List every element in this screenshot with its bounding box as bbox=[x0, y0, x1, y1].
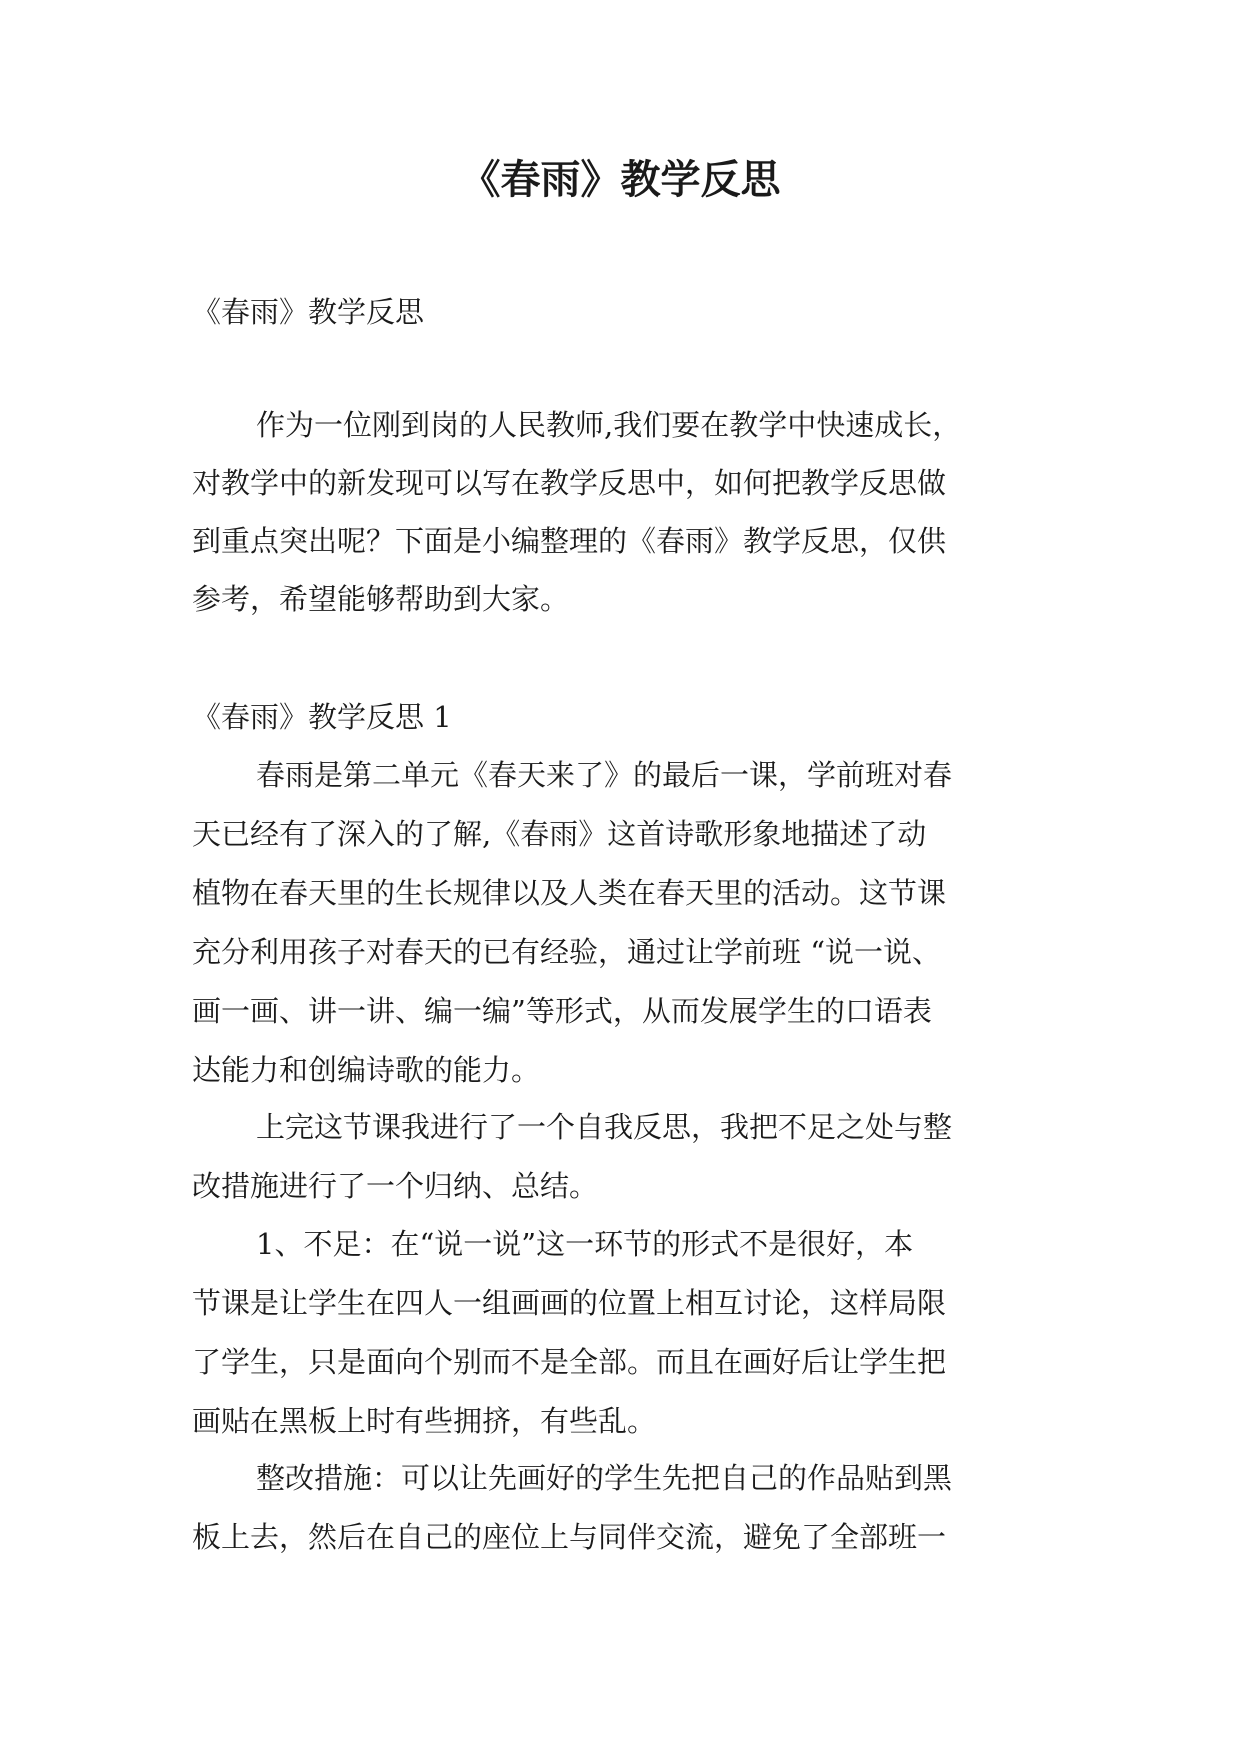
section-heading-block bbox=[192, 697, 1054, 737]
text-line: 节课是让学生在四人一组画画的位置上相互讨论，这样局限 bbox=[192, 1286, 947, 1320]
text-line: 参考，希望能够帮助到大家。 bbox=[192, 582, 570, 616]
text-line: 春雨是第二单元《春天来了》的最后一课，学前班对春 bbox=[256, 758, 953, 792]
paragraph-2 bbox=[192, 1107, 1054, 1206]
paragraph-4 bbox=[192, 1458, 1054, 1557]
text-line: 整改措施：可以让先画好的学生先把自己的作品贴到黑 bbox=[256, 1461, 953, 1495]
document-subtitle: 《春雨》教学反思 bbox=[192, 295, 425, 329]
intro-paragraph bbox=[192, 405, 1054, 619]
text-line: 充分利用孩子对春天的已有经验，通过让学前班 “说一说、 bbox=[192, 935, 942, 969]
document-title: 《春雨》教学反思 bbox=[460, 157, 781, 203]
text-line: 到重点突出呢？下面是小编整理的《春雨》教学反思，仅供 bbox=[192, 524, 947, 558]
text-line: 1、不足：在“说一说”这一环节的形式不是很好，本 bbox=[256, 1227, 914, 1261]
text-line: 作为一位刚到岗的人民教师,我们要在教学中快速成长， bbox=[256, 408, 962, 442]
text-line: 画贴在黑板上时有些拥挤，有些乱。 bbox=[192, 1404, 657, 1438]
text-line: 植物在春天里的生长规律以及人类在春天里的活动。这节课 bbox=[192, 876, 947, 910]
document-subtitle-block bbox=[192, 292, 1054, 332]
paragraph-1 bbox=[192, 755, 1054, 1090]
text-line: 天已经有了深入的了解,《春雨》这首诗歌形象地描述了动 bbox=[192, 817, 927, 851]
text-line: 上完这节课我进行了一个自我反思，我把不足之处与整 bbox=[256, 1110, 953, 1144]
section-heading: 《春雨》教学反思 1 bbox=[192, 700, 452, 734]
text-line: 了学生，只是面向个别而不是全部。而且在画好后让学生把 bbox=[192, 1345, 947, 1379]
text-line: 达能力和创编诗歌的能力。 bbox=[192, 1053, 541, 1087]
text-line: 画一画、讲一讲、编一编”等形式，从而发展学生的口语表 bbox=[192, 994, 932, 1028]
text-line: 板上去，然后在自己的座位上与同伴交流，避免了全部班一 bbox=[192, 1520, 947, 1554]
text-line: 对教学中的新发现可以写在教学反思中，如何把教学反思做 bbox=[192, 466, 947, 500]
text-line: 改措施进行了一个归纳、总结。 bbox=[192, 1169, 599, 1203]
paragraph-3 bbox=[192, 1224, 1054, 1441]
